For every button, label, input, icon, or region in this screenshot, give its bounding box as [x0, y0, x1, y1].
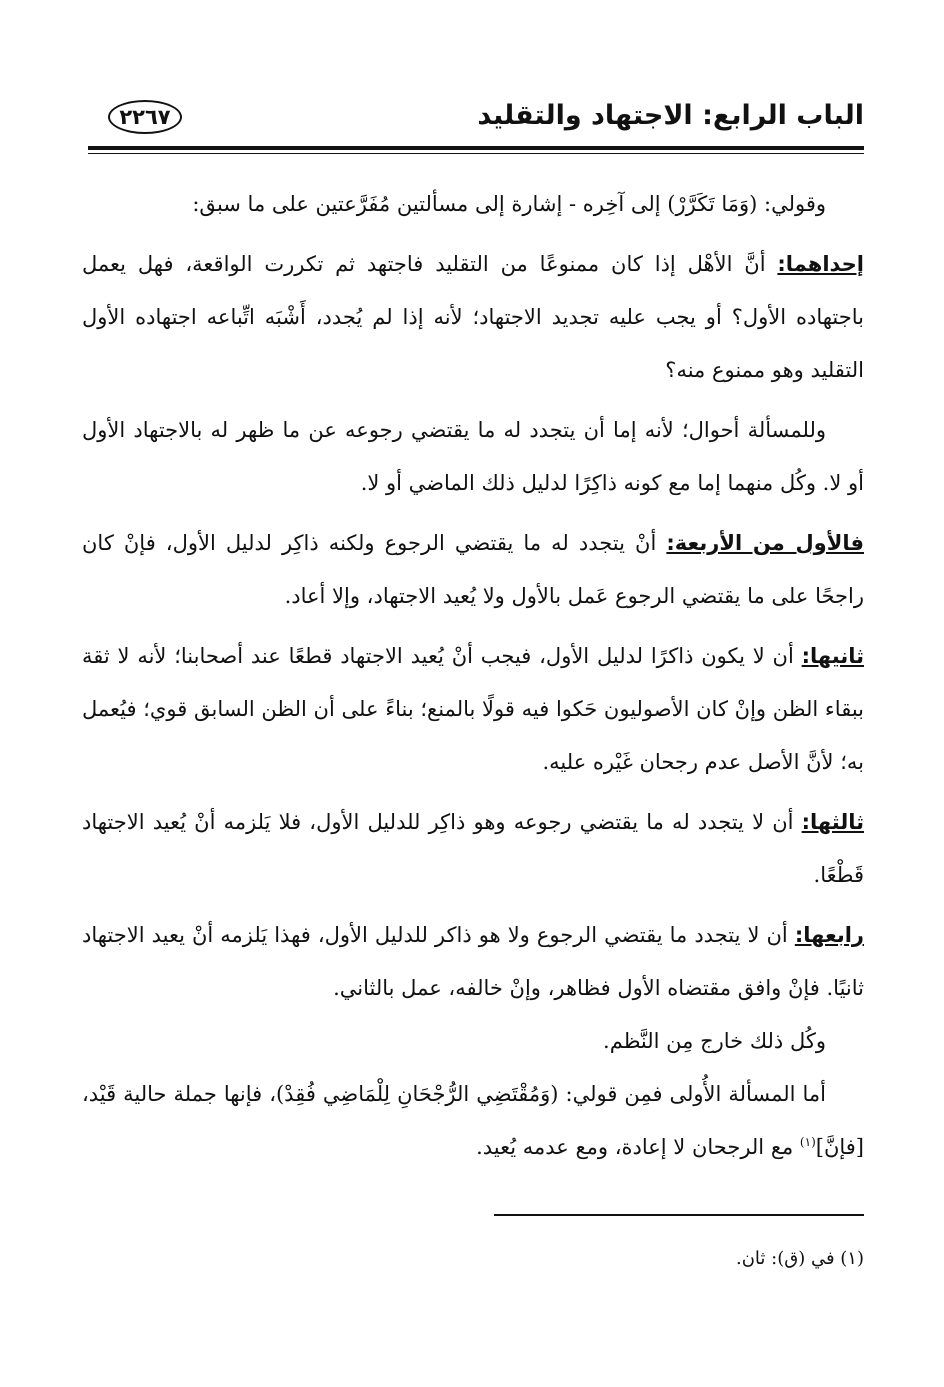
footnote: (١) في (ق): ثان. — [735, 1248, 864, 1269]
paragraph — [82, 1068, 864, 1174]
page-number: ٢٢٦٧ — [108, 100, 182, 134]
paragraph — [82, 238, 864, 397]
paragraph-text: مع الرجحان لا إعادة، ومع عدمه يُعيد. — [476, 1135, 800, 1159]
paragraph-text: أما المسألة الأُولى فمِن قولي: (وَمُقْتَضِي الرُّجْحَانِ لِلْمَاضِي فُقِدْ)، فإنها جملة حالية قَيْد، [فإنَّ] — [82, 1082, 864, 1159]
paragraph — [82, 909, 864, 1015]
paragraph-text: أن لا يكون ذاكرًا لدليل الأول، فيجب أنْ يُعيد الاجتهاد قطعًا عند أصحابنا؛ لأنه لا ثقة ببقاء الظن وإنْ كان الأصوليون حَكوا فيه قولًا بالمنع؛ بناءً على أن الظن السابق قوي؛ فيُعمل به؛ لأنَّ الأصل عدم رجحان غَيْره عليه. — [82, 644, 864, 774]
paragraph-lead: إحداهما: — [777, 252, 864, 276]
paragraph-text: وكُل ذلك خارج مِن النَّظم. — [603, 1029, 826, 1053]
paragraph — [82, 517, 864, 623]
footnote-ref: (١) — [799, 1135, 816, 1149]
paragraph — [82, 796, 864, 902]
paragraph-text: أنَّ الأهْل إذا كان ممنوعًا من التقليد فاجتهد ثم تكررت الواقعة، فهل يعمل باجتهاده الأول؟ أو يجب عليه تجديد الاجتهاد؛ لأنه إذا لم يُجدد، أَشْبَه اتِّباعه اجتهاده الأول التقليد وهو ممنوع منه؟ — [82, 252, 864, 382]
footnote-separator — [494, 1214, 864, 1216]
paragraph-lead: رابعها: — [794, 923, 864, 947]
paragraph — [82, 404, 864, 510]
paragraph — [82, 1015, 864, 1068]
paragraph-text: أن لا يتجدد له ما يقتضي رجوعه وهو ذاكِر للدليل الأول، فلا يَلزمه أنْ يُعيد الاجتهاد قَطْعًا. — [82, 810, 864, 887]
paragraph-lead: ثالثها: — [801, 810, 864, 834]
paragraph — [82, 630, 864, 789]
paragraph-text: أن لا يتجدد ما يقتضي الرجوع ولا هو ذاكر للدليل الأول، فهذا يَلزمه أنْ يعيد الاجتهاد ثانيًا. فإنْ وافق مقتضاه الأول فظاهر، وإنْ خالفه، عمل بالثاني. — [82, 923, 864, 1000]
chapter-title: الباب الرابع: الاجتهاد والتقليد — [477, 100, 864, 131]
paragraph-lead: ثانيها: — [801, 644, 864, 668]
paragraph-text: وقولي: (وَمَا تَكَرَّرْ) إلى آخِره - إشارة إلى مسألتين مُفَرَّعتين على ما سبق: — [192, 192, 826, 216]
paragraph-text: أنْ يتجدد له ما يقتضي الرجوع ولكنه ذاكِر لدليل الأول، فإنْ كان راجحًا على ما يقتضي الرجوع عَمل بالأول ولا يُعيد الاجتهاد، وإلا أعاد. — [82, 531, 864, 608]
header-rule-thin — [88, 153, 864, 154]
page-header — [88, 96, 864, 140]
header-rule-thick — [88, 146, 864, 150]
paragraph — [82, 178, 864, 231]
paragraph-text: وللمسألة أحوال؛ لأنه إما أن يتجدد له ما يقتضي رجوعه عن ما ظهر له بالاجتهاد الأول أو لا. وكُل منهما إما مع كونه ذاكِرًا لدليل ذلك الماضي أو لا. — [82, 418, 864, 495]
paragraph-lead: فالأول من الأربعة: — [666, 531, 865, 555]
body-text — [82, 178, 864, 1174]
